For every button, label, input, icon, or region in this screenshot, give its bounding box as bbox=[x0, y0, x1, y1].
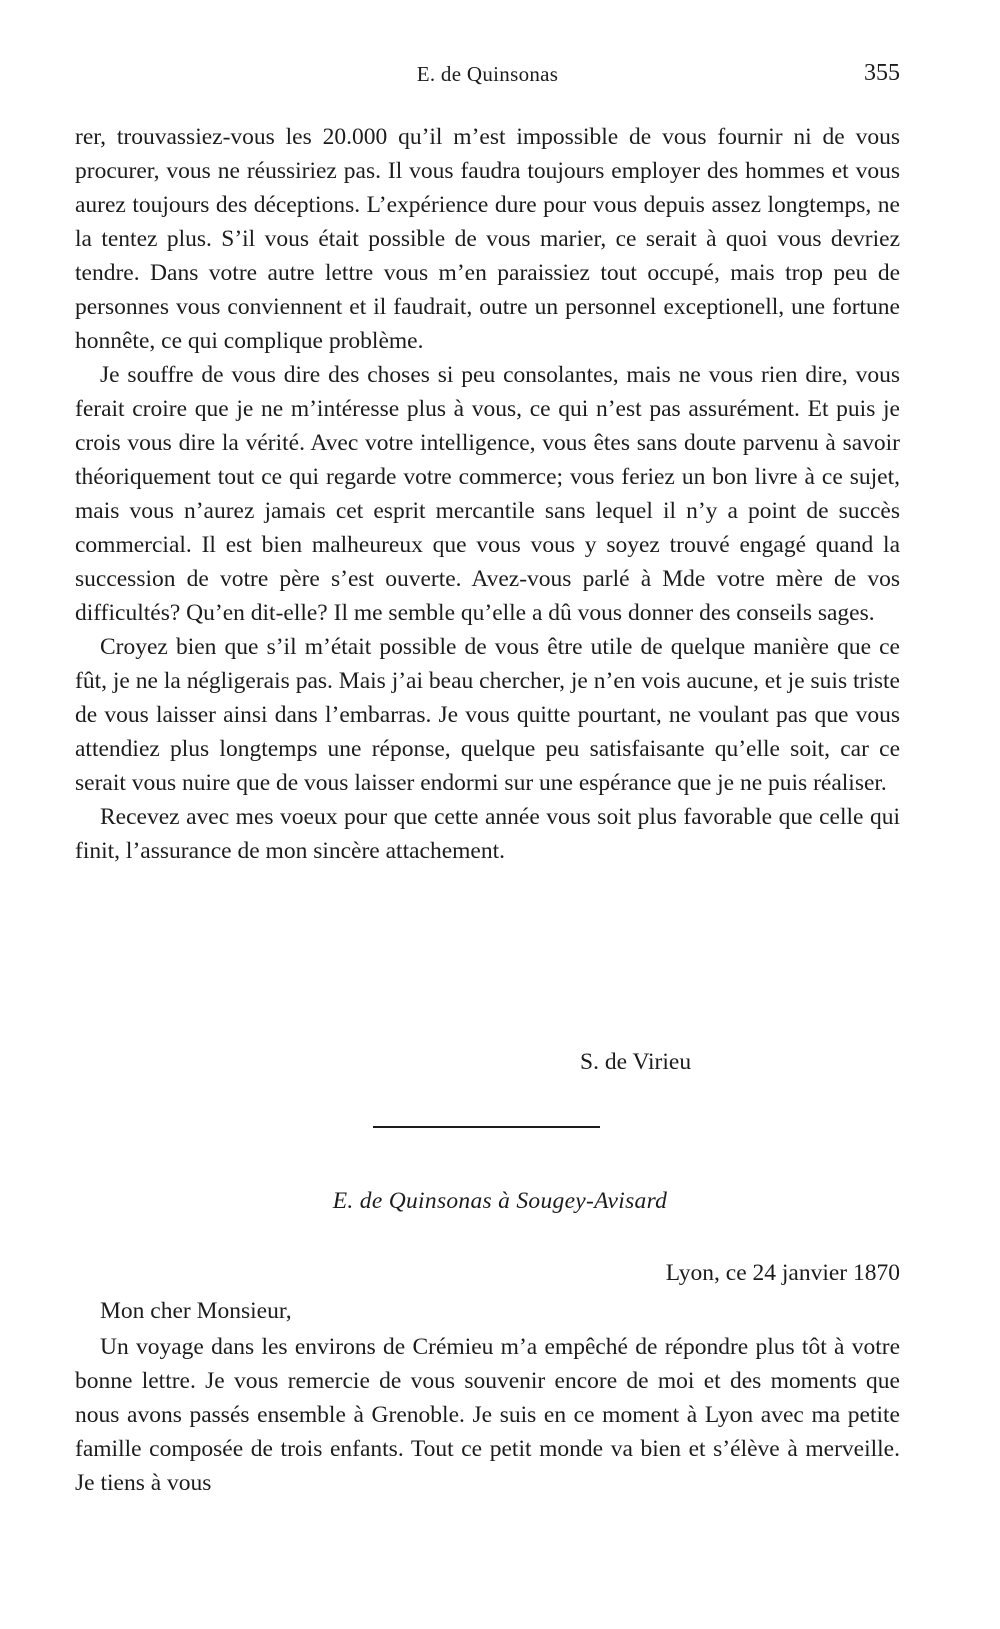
salutation: Mon cher Monsieur, bbox=[100, 1298, 292, 1324]
letter-body bbox=[75, 120, 900, 868]
letter-body bbox=[75, 1330, 900, 1500]
page-number: 355 bbox=[864, 60, 900, 86]
paragraph: Croyez bien que s’il m’était possible de vous être utile de quelque manière que ce fût, je ne la négligerais pas. Mais j’ai beau chercher, je n’en vois aucune, et je suis triste de vous laisser ainsi dans l’embarras. Je vous quitte pourtant, ne voulant pas que vous attendiez plus longtemps une réponse, quelque peu satisfaisante qu’elle soit, car ce serait vous nuire que de vous laisser endormi sur une espérance que je ne puis réaliser. bbox=[75, 634, 900, 796]
paragraph: Recevez avec mes voeux pour que cette année vous soit plus favorable que celle qui finit, l’assurance de mon sincère attachement. bbox=[75, 804, 900, 864]
paragraph: Je souffre de vous dire des choses si peu consolantes, mais ne vous rien dire, vous ferait croire que je ne m’intéresse plus à vous, ce qui n’est pas assurément. Et puis je crois vous dire la vérité. Avec votre intelligence, vous êtes sans doute parvenu à savoir théoriquement tout ce qui regarde votre commerce; vous feriez un bon livre à ce sujet, mais vous n’aurez jamais cet esprit mercantile sans lequel il n’y a point de succès commercial. Il est bien malheureux que vous vous y soyez trouvé engagé quand la succession de votre père s’est ouverte. Avez-vous parlé à Mde votre mère de vos difficultés? Qu’en dit-elle? Il me semble qu’elle a dû vous donner des conseils sages. bbox=[75, 362, 900, 626]
paragraph: Un voyage dans les environs de Crémieu m’a empêché de répondre plus tôt à votre bonne lettre. Je vous remercie de vous souvenir encore de moi et des moments que nous avons passés ensemble à Grenoble. Je suis en ce moment à Lyon avec ma petite famille composée de trois enfants. Tout ce petit monde va bien et s’élève à merveille. Je tiens à vous bbox=[75, 1334, 900, 1496]
paragraph: rer, trouvassiez-vous les 20.000 qu’il m’est impossible de vous fournir ni de vous procurer, vous ne réussiriez pas. Il vous faudra toujours employer des hommes et vous aurez toujours des déceptions. L’expérience dure pour vous depuis assez longtemps, ne la tentez plus. S’il vous était possible de vous marier, ce serait à quoi vous devriez tendre. Dans votre autre lettre vous m’en paraissiez tout occupé, mais trop peu de personnes vous conviennent et il faudrait, outre un personnel exceptionell, une fortune honnête, ce qui complique problème. bbox=[75, 124, 900, 354]
section-divider bbox=[373, 1126, 600, 1128]
running-title: E. de Quinsonas bbox=[416, 62, 559, 86]
letter-heading: E. de Quinsonas à Sougey-Avisard bbox=[332, 1188, 668, 1214]
dateline: Lyon, ce 24 janvier 1870 bbox=[665, 1260, 900, 1286]
signature: S. de Virieu bbox=[580, 1049, 692, 1075]
running-head bbox=[75, 62, 900, 92]
